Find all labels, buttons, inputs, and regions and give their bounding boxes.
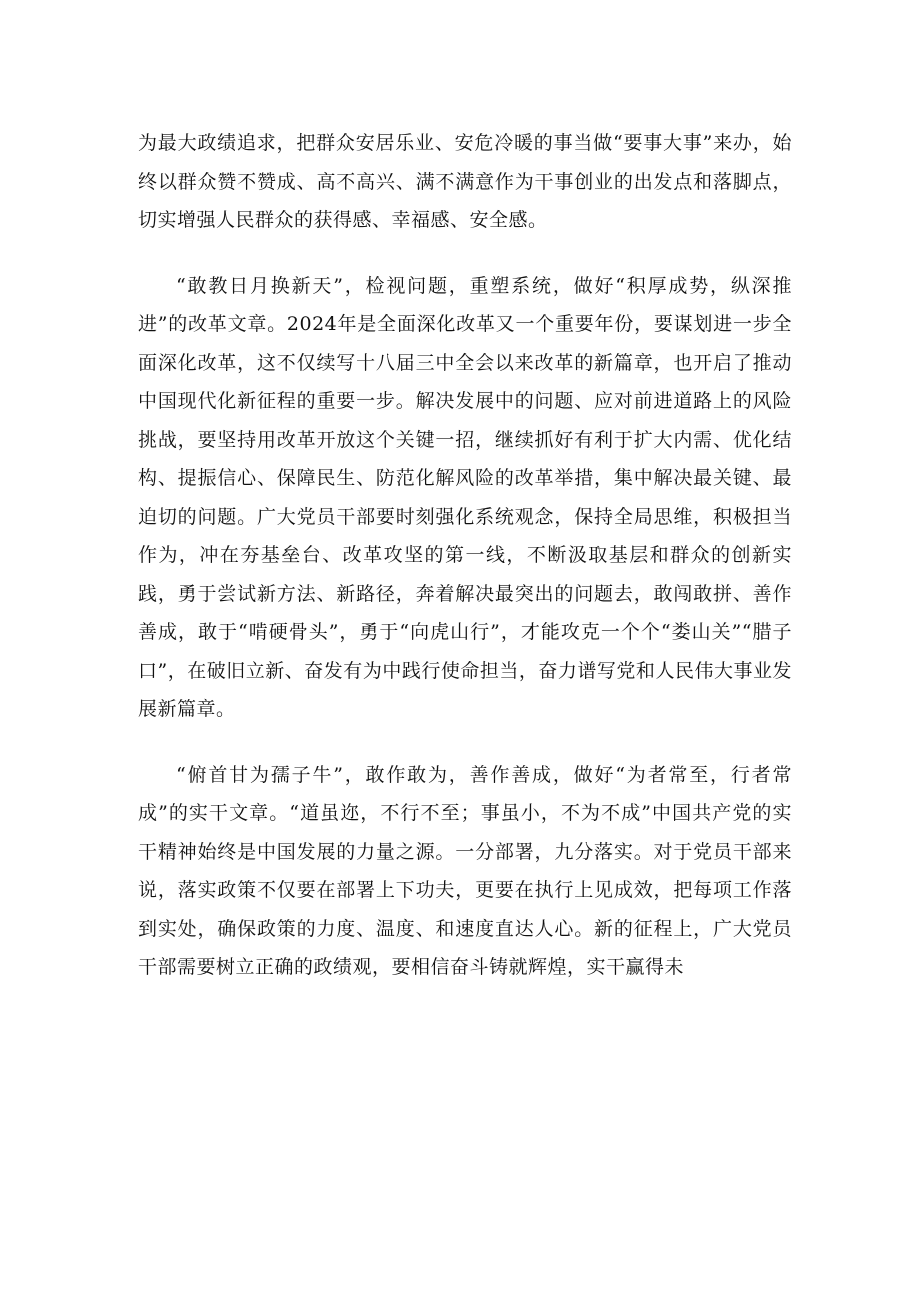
paragraph-reform: “敢教日月换新天”，检视问题，重塑系统，做好“积厚成势，纵深推进”的改革文章。2024年是全面深化改革又一个重要年份，要谋划进一步全面深化改革，这不仅续写十八届三中全会以来改革的新篇章，也开启了推动中国现代化新征程的重要一步。解决发展中的问题、应对前进道路上的风险挑战，要坚持用改革开放这个关键一招，继续抓好有利于扩大内需、优化结构、提振信心、保障民生、防范化解风险的改革举措，集中解决最关键、最迫切的问题。广大党员干部要时刻强化系统观念，保持全局思维，积极担当作为，冲在夯基垒台、改革攻坚的第一线，不断汲取基层和群众的创新实践，勇于尝试新方法、新路径，奔着解决最突出的问题去，敢闯敢拼、善作善成，敢于“啃硬骨头”，勇于“向虎山行”，才能攻克一个个“娄山关”“腊子口”，在破旧立新、奋发有为中践行使命担当，奋力谱写党和人民伟大事业发展新篇章。: [138, 274, 792, 720]
paragraph-continuation: 为最大政绩追求，把群众安居乐业、安危冷暖的事当做“要事大事”来办，始终以群众赞不赞成、高不高兴、满不满意作为干事创业的出发点和落脚点，切实增强人民群众的获得感、幸福感、安全感。: [138, 132, 792, 231]
paragraph-practical-work: “俯首甘为孺子牛”，敢作敢为，善作善成，做好“为者常至，行者常成”的实干文章。“道虽迩，不行不至；事虽小，不为不成”中国共产党的实干精神始终是中国发展的力量之源。一分部署，九分落实。对于党员干部来说，落实政策不仅要在部署上下功夫，更要在执行上见成效，把每项工作落到实处，确保政策的力度、温度、和速度直达人心。新的征程上，广大党员干部需要树立正确的政绩观，要相信奋斗铸就辉煌，实干赢得未: [138, 763, 792, 978]
document-body: [138, 124, 792, 987]
